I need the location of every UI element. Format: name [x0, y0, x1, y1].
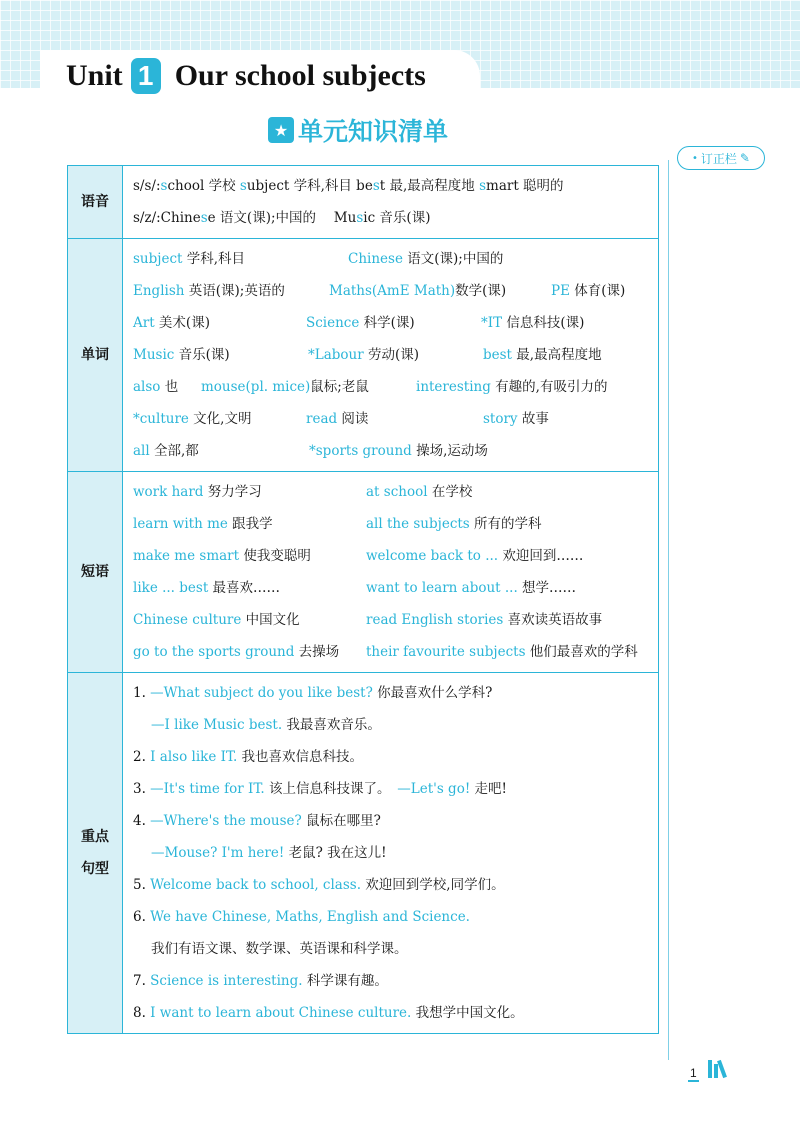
unit-number-badge: 1: [131, 58, 161, 94]
word-entry: [306, 307, 415, 339]
sentence-part: 走吧!: [470, 781, 507, 797]
word-english: PE: [551, 283, 570, 299]
word-chinese: 学科,科目: [182, 251, 246, 267]
phrase-english: work hard: [133, 484, 204, 500]
phrase-english: Chinese culture: [133, 612, 242, 628]
word-english: English: [133, 283, 185, 299]
phrase-entry: [366, 476, 472, 508]
word-chinese: 劳动(课): [363, 347, 420, 363]
word-english: Chinese: [348, 251, 403, 267]
phonics-segment: s: [160, 178, 168, 194]
word-chinese: 也: [160, 379, 179, 395]
phonics-line: [133, 170, 658, 202]
phrase-chinese: 中国文化: [241, 612, 300, 628]
phrase-english: like ... best: [133, 580, 209, 596]
word-chinese: 英语(课);英语的: [184, 283, 285, 299]
sentence-line: [133, 933, 658, 965]
sentence-part: 我想学中国文化。: [411, 1005, 524, 1021]
phrase-line: [133, 572, 658, 604]
phonics-segment: ic 音乐(课): [363, 210, 431, 226]
word-english: *sports ground: [309, 443, 412, 459]
phrase-english: their favourite subjects: [366, 644, 526, 660]
word-english: mouse(pl. mice): [201, 379, 311, 395]
word-line: [133, 243, 658, 275]
sentence-number: 2.: [133, 749, 151, 765]
word-chinese: 最,最高程度地: [511, 347, 602, 363]
sentences-label: [68, 673, 123, 1034]
knowledge-table: [67, 165, 659, 1034]
word-chinese: 数学(课): [455, 283, 507, 299]
word-chinese: 有趣的,有吸引力的: [490, 379, 608, 395]
phonics-label: 语音: [68, 166, 123, 239]
sentence-part: 你最喜欢什么学科?: [372, 685, 493, 701]
word-entry: [133, 339, 230, 371]
sentence-part: We have Chinese, Maths, English and Science.: [150, 909, 470, 925]
phrase-line: [133, 604, 658, 636]
sentence-line: [133, 965, 658, 997]
word-english: story: [483, 411, 518, 427]
phrase-line: [133, 508, 658, 540]
sentence-line: [133, 741, 658, 773]
sentence-part: 科学课有趣。: [302, 973, 388, 989]
word-english: Maths(AmE Math): [329, 283, 456, 299]
phrase-entry: [366, 604, 602, 636]
sentence-part: Science is interesting.: [150, 973, 303, 989]
word-chinese: 全部,都: [149, 443, 199, 459]
word-entry: [348, 243, 503, 275]
phrase-entry: [133, 540, 311, 572]
word-entry: [133, 307, 210, 339]
word-english: all: [133, 443, 150, 459]
phonics-row: [68, 166, 659, 239]
phonics-segment: s: [200, 210, 208, 226]
phrase-english: read English stories: [366, 612, 504, 628]
word-line: [133, 371, 658, 403]
sentence-part: —Mouse? I'm here!: [151, 845, 285, 861]
phrase-entry: [133, 508, 273, 540]
word-chinese: 鼠标;老鼠: [310, 379, 369, 395]
word-entry: [133, 243, 245, 275]
sentence-line: [133, 997, 658, 1029]
word-english: also: [133, 379, 161, 395]
word-entry: [416, 371, 607, 403]
word-chinese: 操场,运动场: [411, 443, 488, 459]
sentence-part: —Let's go!: [397, 781, 471, 797]
unit-title-bar: [40, 50, 480, 102]
word-line: [133, 339, 658, 371]
word-entry: [133, 371, 178, 403]
phrase-entry: [366, 508, 542, 540]
word-english: read: [306, 411, 338, 427]
sentence-number: 1.: [133, 685, 151, 701]
phonics-content: [123, 166, 659, 239]
phonics-segment: s: [479, 178, 487, 194]
word-entry: [133, 275, 285, 307]
sentence-number: 6.: [133, 909, 151, 925]
phrase-chinese: 所有的学科: [469, 516, 542, 532]
phonics-line: [133, 202, 658, 234]
phrase-chinese: 他们最喜欢的学科: [525, 644, 638, 660]
phonics-segment: s/z/:Chine: [133, 210, 201, 226]
sentences-label-line: 重点: [81, 829, 109, 845]
phonics-segment: mart 聪明的: [486, 178, 564, 194]
word-line: [133, 307, 658, 339]
sentence-line: [133, 901, 658, 933]
section-heading: [268, 112, 448, 148]
phonics-segment: chool 学校: [167, 178, 240, 194]
phrase-chinese: 努力学习: [203, 484, 262, 500]
word-entry: [309, 435, 488, 467]
sentence-part: —What subject do you like best?: [150, 685, 373, 701]
sentence-line: [133, 709, 658, 741]
sentence-line: [133, 869, 658, 901]
word-entry: [308, 339, 419, 371]
phrase-english: welcome back to ...: [366, 548, 499, 564]
word-chinese: 语文(课);中国的: [402, 251, 504, 267]
sentence-part: I want to learn about Chinese culture.: [150, 1005, 412, 1021]
word-entry: [481, 307, 584, 339]
word-entry: [133, 435, 199, 467]
sentence-number: 5.: [133, 877, 151, 893]
word-chinese: 故事: [517, 411, 549, 427]
word-line: [133, 435, 658, 467]
sentence-part: 欢迎回到学校,同学们。: [361, 877, 505, 893]
phrase-chinese: 喜欢读英语故事: [503, 612, 603, 628]
sentence-line: [133, 773, 658, 805]
phonics-segment: s: [356, 210, 364, 226]
word-chinese: 阅读: [337, 411, 369, 427]
sentence-part: 我们有语文课、数学课、英语课和科学课。: [151, 941, 408, 957]
phrase-chinese: 在学校: [427, 484, 473, 500]
word-entry: [306, 403, 368, 435]
phrase-chinese: 跟我学: [227, 516, 273, 532]
books-icon: [708, 1060, 726, 1078]
phrase-entry: [133, 476, 262, 508]
phrase-chinese: 欢迎回到……: [498, 548, 584, 564]
section-title: 单元知识清单: [298, 117, 449, 146]
phonics-segment: s/s/:: [133, 178, 161, 194]
sentence-part: —I like Music best.: [151, 717, 283, 733]
sentences-row: [68, 673, 659, 1034]
phonics-segment: ubject 学科,科目 be: [246, 178, 373, 194]
sentence-part: 鼠标在哪里?: [301, 813, 381, 829]
sentence-part: 老鼠? 我在这儿!: [284, 845, 387, 861]
phonics-segment: t 最,最高程度地: [379, 178, 480, 194]
word-chinese: 科学(课): [359, 315, 415, 331]
phrase-english: go to the sports ground: [133, 644, 295, 660]
words-label: 单词: [68, 239, 123, 472]
words-row: [68, 239, 659, 472]
sentence-part: —It's time for IT.: [150, 781, 265, 797]
star-icon: ★: [268, 117, 294, 143]
sentence-number: 8.: [133, 1005, 151, 1021]
word-line: [133, 403, 658, 435]
dot-icon: •: [692, 152, 698, 164]
sentence-line: [133, 805, 658, 837]
sentence-number: 4.: [133, 813, 151, 829]
sentence-number: 3.: [133, 781, 151, 797]
word-english: *Labour: [308, 347, 364, 363]
phrase-chinese: 去操场: [294, 644, 340, 660]
sentence-number: 7.: [133, 973, 151, 989]
sentence-part: 该上信息科技课了。: [264, 781, 398, 797]
unit-word: Unit: [66, 59, 123, 92]
phrase-chinese: 使我变聪明: [239, 548, 311, 564]
word-entry: [551, 275, 625, 307]
phrase-chinese: 最喜欢……: [208, 580, 281, 596]
words-content: [123, 239, 659, 472]
word-entry: [201, 371, 369, 403]
phrase-english: learn with me: [133, 516, 228, 532]
word-chinese: 音乐(课): [174, 347, 230, 363]
word-line: [133, 275, 658, 307]
sentence-part: 我也喜欢信息科技。: [237, 749, 364, 765]
phrase-english: make me smart: [133, 548, 240, 564]
phrases-row: [68, 472, 659, 673]
sentences-content: [123, 673, 659, 1034]
page-number: 1: [690, 1066, 697, 1080]
phrase-entry: [133, 572, 280, 604]
pencil-icon: ✎: [739, 151, 750, 165]
phonics-segment: s: [372, 178, 380, 194]
word-english: Art: [133, 315, 155, 331]
word-entry: [483, 403, 549, 435]
word-chinese: 信息科技(课): [502, 315, 585, 331]
word-english: Science: [306, 315, 360, 331]
sentence-line: [133, 837, 658, 869]
word-chinese: 体育(课): [569, 283, 626, 299]
word-entry: [133, 403, 251, 435]
word-english: Music: [133, 347, 175, 363]
word-english: interesting: [416, 379, 491, 395]
phrase-english: want to learn about ...: [366, 580, 518, 596]
word-english: best: [483, 347, 512, 363]
phrases-label: 短语: [68, 472, 123, 673]
correction-column-tab: [677, 146, 765, 170]
word-chinese: 美术(课): [154, 315, 210, 331]
word-english: *IT: [481, 315, 503, 331]
phrase-entry: [133, 604, 300, 636]
phrase-line: [133, 540, 658, 572]
word-chinese: 文化,文明: [188, 411, 252, 427]
phrase-english: all the subjects: [366, 516, 470, 532]
sentence-part: —Where's the mouse?: [150, 813, 302, 829]
phrase-entry: [366, 572, 576, 604]
phonics-segment: s: [239, 178, 247, 194]
phrase-entry: [366, 540, 583, 572]
phrase-entry: [366, 636, 638, 668]
sentence-part: Welcome back to school, class.: [150, 877, 362, 893]
unit-title: Our school subjects: [174, 59, 426, 92]
phrase-line: [133, 636, 658, 668]
word-entry: [483, 339, 602, 371]
correction-column-label: 订正栏: [700, 151, 737, 166]
phrase-english: at school: [366, 484, 428, 500]
sentence-part: 我最喜欢音乐。: [282, 717, 381, 733]
phrase-entry: [133, 636, 339, 668]
phrases-content: [123, 472, 659, 673]
phrase-chinese: 想学……: [517, 580, 577, 596]
sentence-part: I also like IT.: [150, 749, 238, 765]
sentences-label-line: 句型: [81, 861, 109, 877]
word-entry: [329, 275, 506, 307]
correction-margin-rule: [668, 160, 669, 1060]
sentence-line: [133, 677, 658, 709]
phrase-line: [133, 476, 658, 508]
phonics-segment: e 语文(课);中国的 Mu: [207, 210, 357, 226]
word-english: *culture: [133, 411, 189, 427]
word-english: subject: [133, 251, 183, 267]
